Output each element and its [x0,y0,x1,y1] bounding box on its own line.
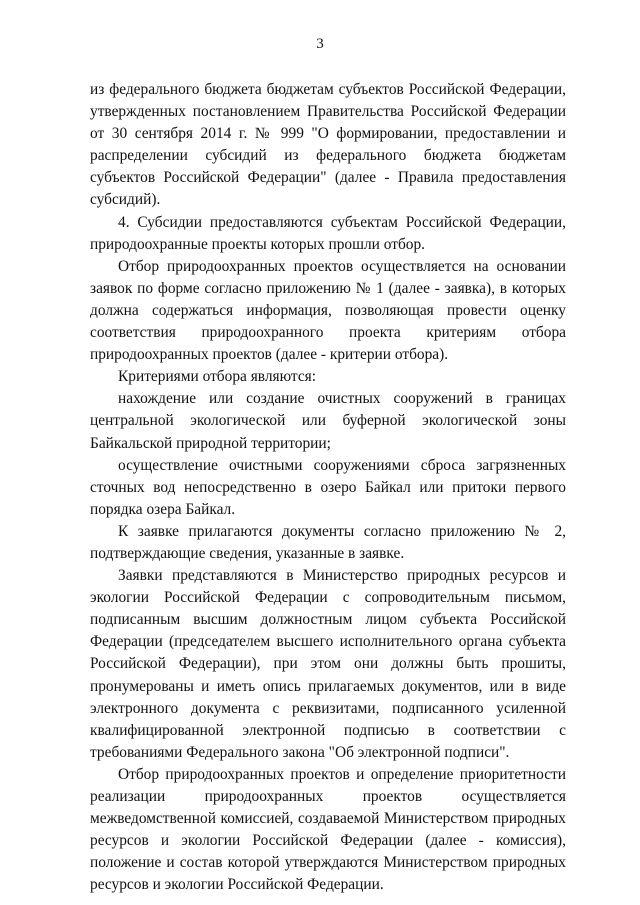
document-body [90,79,566,896]
paragraph-criterion-2: осуществление очистными сооружениями сброса загрязненных сточных вод непосредственно в озеро Байкал или притоки первого порядка озера Байкал. [90,456,566,518]
paragraph-criterion-1: нахождение или создание очистных сооружений в границах центральной экологической или буферной экологической зоны Байкальской природной территории; [90,390,566,452]
paragraph-attachments: К заявке прилагаются документы согласно приложению № 2, подтверждающие сведения, указанные в заявке. [90,522,566,562]
paragraph-criteria-heading: Критериями отбора являются: [118,368,317,386]
paragraph-rules-reference: из федерального бюджета бюджетам субъектов Российской Федерации, утвержденных постановлением Правительства Российской Федерации от 30 сентября 2014 г. № 999 "О формировании, предоставлении и распределении субсидий из федерального бюджета бюджетам субъектов Российской Федерации" (далее - Правила предоставления субсидий). [90,81,566,209]
paragraph-selection-basis: Отбор природоохранных проектов осуществляется на основании заявок по форме согласно приложению № 1 (далее - заявка), в которых должна содержаться информация, позволяющая провести оценку соответствия природоохранного проекта критериям отбора природоохранных проектов (далее - критерии отбора). [90,257,566,364]
paragraph-submission: Заявки представляются в Министерство природных ресурсов и экологии Российской Федерации с сопроводительным письмом, подписанным высшим должностным лицом субъекта Российской Федерации (председателем высшего исполнительного органа субъекта Российской Федерации), при этом они должны быть прошиты, пронумерованы и иметь опись прилагаемых документов, или в виде электронного документа с реквизитами, подписанного усиленной квалифицированной электронной подписью в соответствии с требованиями Федерального закона "Об электронной подписи". [90,567,566,761]
paragraph-commission: Отбор природоохранных проектов и определение приоритетности реализации природоохранных проектов осуществляется межведомственной комиссией, создаваемой Министерством природных ресурсов и экологии Российской Федерации (далее - комиссия), положение и состав которой утверждаются Министерством природных ресурсов и экологии Российской Федерации. [90,765,566,894]
paragraph-section-4: 4. Субсидии предоставляются субъектам Российской Федерации, природоохранные проекты которых прошли отбор. [90,213,566,253]
page-number: 3 [316,36,324,52]
